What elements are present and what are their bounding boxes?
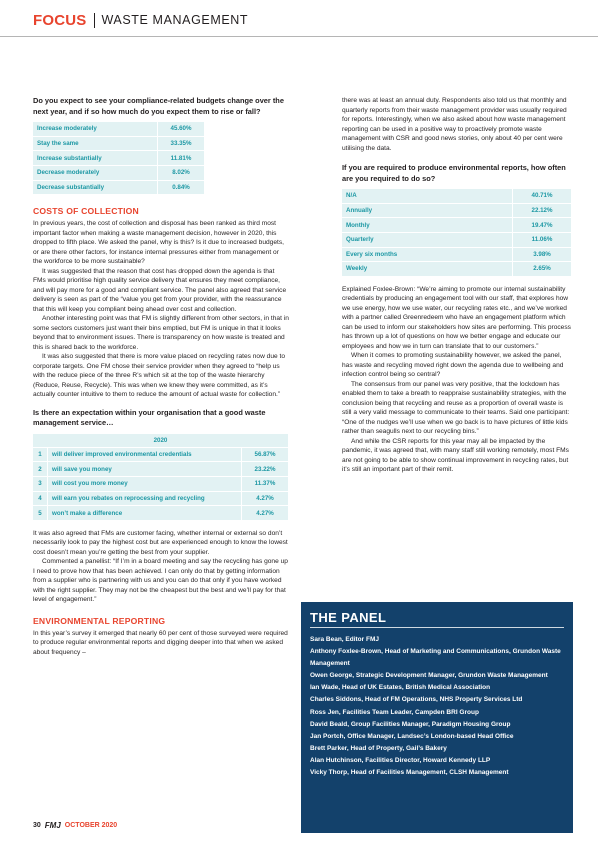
- row-label: Decrease moderately: [33, 165, 158, 180]
- question-budgets: Do you expect to see your compliance-related budgets change over the next year, and if so how much do you expect them to rise or fall?: [33, 96, 284, 116]
- row-number: 3: [33, 477, 48, 492]
- page-header: [33, 11, 248, 29]
- row-value: 11.06%: [513, 232, 572, 247]
- row-label: will save you money: [48, 462, 242, 477]
- paragraph: Explained Foxlee-Brown: “We’re aiming to promote our internal sustainability credentials by producing an engagement tool with our staff, that explores how we use energy, how we use water, our recycling rates etc., and we’ve worked with a partner called Greenredeem who have an engagement platform which can be used to inform our stakeholders how sites are performing. This process has thrown up a lot of questions on how we better engage and educate our employees and how we in turn can translate that to our customers.”: [342, 285, 571, 350]
- panel-box: [301, 602, 573, 833]
- header-rule: [0, 36, 598, 37]
- row-value: 11.81%: [158, 151, 205, 166]
- panel-title-rule: [310, 627, 564, 628]
- header-divider: [94, 13, 95, 28]
- panel-member: Charles Siddons, Head of FM Operations, NHS Property Services Ltd: [310, 696, 523, 704]
- table-row: [342, 262, 572, 277]
- panel-member: Ian Wade, Head of UK Estates, British Medical Association: [310, 684, 491, 692]
- row-number: 5: [33, 506, 48, 521]
- table-row: [33, 506, 289, 521]
- row-value: 11.37%: [242, 477, 289, 492]
- paragraph: In this year’s survey it emerged that nearly 60 per cent of those surveyed were required to produce regular environmental reports and digging deeper into that when we asked about frequency –: [33, 629, 288, 656]
- panel-member: Brett Parker, Head of Property, Gail’s Bakery: [310, 744, 447, 752]
- table-header-year: 2020: [33, 434, 289, 448]
- fmj-logo: FMJ: [44, 821, 61, 830]
- row-value: 45.60%: [158, 122, 205, 136]
- heading-costs-of-collection: COSTS OF COLLECTION: [33, 206, 139, 217]
- row-label: N/A: [342, 189, 513, 203]
- row-value: 19.47%: [513, 218, 572, 233]
- page-footer: [33, 821, 117, 830]
- row-label: will earn you rebates on reprocessing and recycling: [48, 491, 242, 506]
- table-row: [33, 477, 289, 492]
- table-row: [342, 232, 572, 247]
- budgets-table: [33, 122, 205, 195]
- paragraph: It was suggested that the reason that cost has dropped down the agenda is that FMs would prioritise high quality service delivery that ensures they meet compliance, and will pay more for a good and compliant service. The panel also agreed that service delivery is seen as part of the “value you get from your provider, with the reassurance that this will keep you compliant being ahead over cost and collection.: [33, 267, 287, 313]
- row-value: 3.98%: [513, 247, 572, 262]
- heading-environmental-reporting: ENVIRONMENTAL REPORTING: [33, 615, 166, 626]
- paragraph: When it comes to promoting sustainability however, we asked the panel, has waste and recycling moved right down the agenda due to wellbeing and infection control being so central?: [342, 352, 564, 379]
- left-column: [33, 96, 289, 657]
- table-row: [33, 447, 289, 462]
- paragraph: It was also suggested that there is more value placed on recycling rates now due to corporate targets. One FM chose their service provider when they agreed to “help us with the reduce piece of the three R’s which sit at the top of the waste hierarchy (Reduce, Reuse, Recycle). This was when we knew they were committed, as it’s actually counter intuitive to them to reduce the amount of actual waste for collection.”: [33, 353, 286, 399]
- row-label: Weekly: [342, 262, 513, 277]
- row-label: will deliver improved environmental credentials: [48, 447, 242, 462]
- table-row: [33, 165, 205, 180]
- row-label: Quarterly: [342, 232, 513, 247]
- panel-member: Jan Portch, Office Manager, Landsec’s London-based Head Office: [310, 732, 514, 740]
- table-row: [342, 189, 572, 203]
- table-row: [33, 491, 289, 506]
- row-number: 1: [33, 447, 48, 462]
- panel-member: Ross Jen, Facilities Team Leader, Campden BRI Group: [310, 708, 479, 716]
- row-value: 56.87%: [242, 447, 289, 462]
- table-row: [33, 136, 205, 151]
- row-value: 40.71%: [513, 189, 572, 203]
- row-value: 33.35%: [158, 136, 205, 151]
- focus-label: FOCUS: [33, 11, 87, 29]
- row-value: 22.12%: [513, 203, 572, 218]
- report-frequency-table: [342, 189, 572, 277]
- row-value: 4.27%: [242, 506, 289, 521]
- expectation-table: [33, 434, 289, 521]
- paragraph: Another interesting point was that FM is slightly different from other sectors, in that in some sectors customers just want their bins emptied, but FM is unique in that it looks beyond that to environment issues. There is transparency on how waste is treated and this is shared back to the workforce.: [33, 315, 289, 351]
- row-label: won’t make a difference: [48, 506, 242, 521]
- panel-member: David Beald, Group Facilities Manager, Paradigm Housing Group: [310, 720, 511, 728]
- row-label: Every six months: [342, 247, 513, 262]
- row-value: 23.22%: [242, 462, 289, 477]
- paragraph: Commented a panellist: “If I’m in a board meeting and say the recycling has gone up I need to prove how that has been achieved. I can only do that by getting information from a supplier who is partnering with us and you can do that only if you have worked with the right supplier. They may not be the cheapest but the best and we’ll pay for that level of engagement.”: [33, 558, 288, 604]
- panel-members-list: [310, 634, 568, 779]
- paragraph: And while the CSR reports for this year may all be impacted by the pandemic, it was agreed that, with many staff still working remotely, most FMs are not going to be able to show continual improvement in recycling rates, but it’s still an important part of their remit.: [342, 437, 569, 474]
- page-number: 30: [33, 822, 41, 829]
- question-expectation: Is there an expectation within your organisation that a good waste management service…: [33, 407, 266, 428]
- row-label: Stay the same: [33, 136, 158, 151]
- table-header-row: [33, 434, 289, 448]
- row-label: Increase moderately: [33, 122, 158, 136]
- row-label: Monthly: [342, 218, 513, 233]
- table-row: [33, 151, 205, 166]
- panel-title: THE PANEL: [310, 610, 387, 625]
- panel-member: Owen George, Strategic Development Manager, Grundon Waste Management: [310, 672, 548, 680]
- row-value: 8.02%: [158, 165, 205, 180]
- table-row: [33, 122, 205, 136]
- row-label: Decrease substantially: [33, 180, 158, 195]
- row-number: 4: [33, 491, 48, 506]
- table-row: [342, 218, 572, 233]
- row-number: 2: [33, 462, 48, 477]
- paragraph: It was also agreed that FMs are customer facing, whether internal or external so don’t necessarily look to pay the highest cost but are experienced enough to know the lowest cost doesn’t mean you’re getting the best from your supplier.: [33, 529, 288, 556]
- panel-member: Sara Bean, Editor FMJ: [310, 636, 379, 643]
- row-value: 4.27%: [242, 491, 289, 506]
- panel-member: Alan Hutchinson, Facilities Director, Howard Kennedy LLP: [310, 756, 491, 764]
- issue-date: OCTOBER 2020: [64, 822, 118, 829]
- section-title: WASTE MANAGEMENT: [101, 13, 249, 27]
- paragraph: there was at least an annual duty. Respondents also told us that monthly and quarterly reports from their waste management provider was usually required for reports. Interestingly, when we also asked about how waste management reporting can be used in a positive way to proactively promote waste management with CSR and good news stories, only about 40 per cent were utilising the data.: [342, 97, 567, 152]
- table-row: [33, 462, 289, 477]
- row-label: Annually: [342, 203, 513, 218]
- paragraph: The consensus from our panel was very positive, that the lockdown has enabled them to take a breath to reappraise sustainability strategies, with the conclusion being that recycling and reuse as a proportion of overall waste is still a very valid message to communicate to their teams. Said one participant: “One of the nudges we’ll use when we go back is to have pictures of little kids rather than seagulls next to our recycling bins.”: [342, 380, 570, 436]
- panel-member: Anthony Foxlee-Brown, Head of Marketing and Communications, Grundon Waste Management: [310, 648, 561, 668]
- right-column: [342, 96, 572, 475]
- question-report-frequency: If you are required to produce environmental reports, how often are you required to do so?: [342, 163, 566, 183]
- table-row: [342, 203, 572, 218]
- row-label: Increase substantially: [33, 151, 158, 166]
- panel-member: Vicky Thorp, Head of Facilities Management, CLSH Management: [310, 769, 509, 777]
- row-value: 0.84%: [158, 180, 205, 195]
- table-row: [33, 180, 205, 195]
- row-value: 2.65%: [513, 262, 572, 277]
- paragraph: In previous years, the cost of collection and disposal has been ranked as third most important factor when making a waste management decision, however in 2020, this dropped to fifth place. We asked the panel, why is this? Is it due to increased budgets, or are there other factors, for instance internal pressures either from management or the workforce to be more sustainable?: [33, 220, 284, 266]
- table-row: [342, 247, 572, 262]
- row-label: will cost you more money: [48, 477, 242, 492]
